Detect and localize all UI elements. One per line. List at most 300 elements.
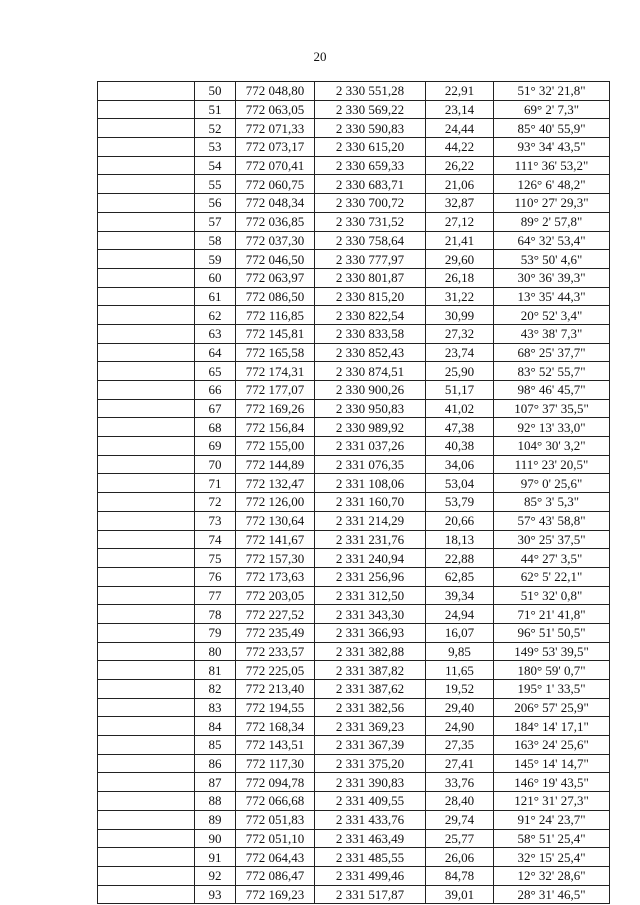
point-number-cell: 51 (195, 100, 236, 119)
table-row (98, 231, 610, 250)
table-row (98, 212, 610, 231)
direction-angle-cell: 97° 0' 25,6" (494, 474, 610, 493)
table-row (98, 82, 610, 101)
point-number-cell: 59 (195, 250, 236, 269)
table-row (98, 773, 610, 792)
direction-angle-cell: 85° 3' 5,3" (494, 493, 610, 512)
segment-length-cell: 16,07 (426, 623, 494, 642)
x-coordinate-cell: 772 086,47 (236, 866, 315, 885)
table-row (98, 268, 610, 287)
x-coordinate-cell: 772 117,30 (236, 754, 315, 773)
point-number-cell: 91 (195, 848, 236, 867)
point-number-cell: 79 (195, 623, 236, 642)
direction-angle-cell: 51° 32' 0,8" (494, 586, 610, 605)
point-number-cell: 67 (195, 399, 236, 418)
direction-angle-cell: 13° 35' 44,3" (494, 287, 610, 306)
blank-cell (98, 866, 195, 885)
blank-cell (98, 736, 195, 755)
y-coordinate-cell: 2 330 659,33 (315, 156, 426, 175)
blank-cell (98, 530, 195, 549)
point-number-cell: 62 (195, 306, 236, 325)
y-coordinate-cell: 2 331 387,62 (315, 680, 426, 699)
table-row (98, 455, 610, 474)
x-coordinate-cell: 772 145,81 (236, 324, 315, 343)
blank-cell (98, 156, 195, 175)
point-number-cell: 88 (195, 792, 236, 811)
direction-angle-cell: 92° 13' 33,0" (494, 418, 610, 437)
direction-angle-cell: 145° 14' 14,7" (494, 754, 610, 773)
blank-cell (98, 586, 195, 605)
x-coordinate-cell: 772 144,89 (236, 455, 315, 474)
table-row (98, 250, 610, 269)
point-number-cell: 71 (195, 474, 236, 493)
direction-angle-cell: 85° 40' 55,9" (494, 119, 610, 138)
segment-length-cell: 24,90 (426, 717, 494, 736)
direction-angle-cell: 69° 2' 7,3" (494, 100, 610, 119)
table-row (98, 474, 610, 493)
segment-length-cell: 18,13 (426, 530, 494, 549)
point-number-cell: 82 (195, 680, 236, 699)
y-coordinate-cell: 2 331 382,88 (315, 642, 426, 661)
direction-angle-cell: 68° 25' 37,7" (494, 343, 610, 362)
blank-cell (98, 455, 195, 474)
point-number-cell: 84 (195, 717, 236, 736)
x-coordinate-cell: 772 130,64 (236, 511, 315, 530)
x-coordinate-cell: 772 073,17 (236, 138, 315, 157)
point-number-cell: 55 (195, 175, 236, 194)
y-coordinate-cell: 2 331 409,55 (315, 792, 426, 811)
y-coordinate-cell: 2 331 367,39 (315, 736, 426, 755)
blank-cell (98, 138, 195, 157)
x-coordinate-cell: 772 169,23 (236, 885, 315, 904)
table-row (98, 680, 610, 699)
point-number-cell: 50 (195, 82, 236, 101)
segment-length-cell: 11,65 (426, 661, 494, 680)
table-row (98, 287, 610, 306)
x-coordinate-cell: 772 046,50 (236, 250, 315, 269)
x-coordinate-cell: 772 037,30 (236, 231, 315, 250)
segment-length-cell: 27,12 (426, 212, 494, 231)
table-row (98, 381, 610, 400)
y-coordinate-cell: 2 330 700,72 (315, 194, 426, 213)
blank-cell (98, 82, 195, 101)
y-coordinate-cell: 2 330 615,20 (315, 138, 426, 157)
direction-angle-cell: 51° 32' 21,8" (494, 82, 610, 101)
blank-cell (98, 661, 195, 680)
direction-angle-cell: 111° 23' 20,5" (494, 455, 610, 474)
x-coordinate-cell: 772 063,05 (236, 100, 315, 119)
segment-length-cell: 62,85 (426, 567, 494, 586)
point-number-cell: 58 (195, 231, 236, 250)
x-coordinate-cell: 772 116,85 (236, 306, 315, 325)
y-coordinate-cell: 2 331 343,30 (315, 605, 426, 624)
point-number-cell: 81 (195, 661, 236, 680)
blank-cell (98, 511, 195, 530)
table-row (98, 511, 610, 530)
table-row (98, 418, 610, 437)
x-coordinate-cell: 772 227,52 (236, 605, 315, 624)
direction-angle-cell: 195° 1' 33,5" (494, 680, 610, 699)
point-number-cell: 53 (195, 138, 236, 157)
x-coordinate-cell: 772 048,34 (236, 194, 315, 213)
table-row (98, 810, 610, 829)
segment-length-cell: 25,90 (426, 362, 494, 381)
blank-cell (98, 287, 195, 306)
direction-angle-cell: 62° 5' 22,1" (494, 567, 610, 586)
segment-length-cell: 84,78 (426, 866, 494, 885)
direction-angle-cell: 149° 53' 39,5" (494, 642, 610, 661)
y-coordinate-cell: 2 330 801,87 (315, 268, 426, 287)
segment-length-cell: 25,77 (426, 829, 494, 848)
y-coordinate-cell: 2 331 375,20 (315, 754, 426, 773)
blank-cell (98, 829, 195, 848)
table-row (98, 343, 610, 362)
blank-cell (98, 605, 195, 624)
segment-length-cell: 40,38 (426, 437, 494, 456)
blank-cell (98, 680, 195, 699)
blank-cell (98, 773, 195, 792)
y-coordinate-cell: 2 330 900,26 (315, 381, 426, 400)
table-row (98, 829, 610, 848)
x-coordinate-cell: 772 051,83 (236, 810, 315, 829)
direction-angle-cell: 12° 32' 28,6" (494, 866, 610, 885)
y-coordinate-cell: 2 330 731,52 (315, 212, 426, 231)
point-number-cell: 63 (195, 324, 236, 343)
point-number-cell: 69 (195, 437, 236, 456)
point-number-cell: 57 (195, 212, 236, 231)
y-coordinate-cell: 2 330 989,92 (315, 418, 426, 437)
direction-angle-cell: 91° 24' 23,7" (494, 810, 610, 829)
direction-angle-cell: 180° 59' 0,7" (494, 661, 610, 680)
segment-length-cell: 21,06 (426, 175, 494, 194)
y-coordinate-cell: 2 331 366,93 (315, 623, 426, 642)
x-coordinate-cell: 772 173,63 (236, 567, 315, 586)
y-coordinate-cell: 2 331 214,29 (315, 511, 426, 530)
y-coordinate-cell: 2 331 463,49 (315, 829, 426, 848)
x-coordinate-cell: 772 060,75 (236, 175, 315, 194)
segment-length-cell: 33,76 (426, 773, 494, 792)
direction-angle-cell: 121° 31' 27,3" (494, 792, 610, 811)
x-coordinate-cell: 772 070,41 (236, 156, 315, 175)
table-row (98, 717, 610, 736)
y-coordinate-cell: 2 330 822,54 (315, 306, 426, 325)
blank-cell (98, 250, 195, 269)
table-row (98, 623, 610, 642)
x-coordinate-cell: 772 066,68 (236, 792, 315, 811)
segment-length-cell: 27,41 (426, 754, 494, 773)
point-number-cell: 87 (195, 773, 236, 792)
segment-length-cell: 32,87 (426, 194, 494, 213)
direction-angle-cell: 44° 27' 3,5" (494, 549, 610, 568)
x-coordinate-cell: 772 174,31 (236, 362, 315, 381)
coordinates-table (97, 81, 610, 904)
y-coordinate-cell: 2 330 833,58 (315, 324, 426, 343)
x-coordinate-cell: 772 156,84 (236, 418, 315, 437)
x-coordinate-cell: 772 155,00 (236, 437, 315, 456)
point-number-cell: 92 (195, 866, 236, 885)
table-row (98, 586, 610, 605)
blank-cell (98, 754, 195, 773)
y-coordinate-cell: 2 331 312,50 (315, 586, 426, 605)
segment-length-cell: 22,88 (426, 549, 494, 568)
segment-length-cell: 19,52 (426, 680, 494, 699)
segment-length-cell: 24,44 (426, 119, 494, 138)
point-number-cell: 73 (195, 511, 236, 530)
segment-length-cell: 31,22 (426, 287, 494, 306)
direction-angle-cell: 184° 14' 17,1" (494, 717, 610, 736)
direction-angle-cell: 111° 36' 53,2" (494, 156, 610, 175)
point-number-cell: 64 (195, 343, 236, 362)
direction-angle-cell: 110° 27' 29,3" (494, 194, 610, 213)
point-number-cell: 90 (195, 829, 236, 848)
x-coordinate-cell: 772 036,85 (236, 212, 315, 231)
point-number-cell: 74 (195, 530, 236, 549)
y-coordinate-cell: 2 331 387,82 (315, 661, 426, 680)
direction-angle-cell: 30° 25' 37,5" (494, 530, 610, 549)
direction-angle-cell: 30° 36' 39,3" (494, 268, 610, 287)
x-coordinate-cell: 772 233,57 (236, 642, 315, 661)
blank-cell (98, 792, 195, 811)
point-number-cell: 70 (195, 455, 236, 474)
y-coordinate-cell: 2 331 382,56 (315, 698, 426, 717)
x-coordinate-cell: 772 132,47 (236, 474, 315, 493)
blank-cell (98, 194, 195, 213)
direction-angle-cell: 53° 50' 4,6" (494, 250, 610, 269)
y-coordinate-cell: 2 331 160,70 (315, 493, 426, 512)
blank-cell (98, 306, 195, 325)
x-coordinate-cell: 772 165,58 (236, 343, 315, 362)
x-coordinate-cell: 772 157,30 (236, 549, 315, 568)
blank-cell (98, 885, 195, 904)
y-coordinate-cell: 2 331 499,46 (315, 866, 426, 885)
x-coordinate-cell: 772 169,26 (236, 399, 315, 418)
blank-cell (98, 362, 195, 381)
segment-length-cell: 34,06 (426, 455, 494, 474)
y-coordinate-cell: 2 330 551,28 (315, 82, 426, 101)
point-number-cell: 72 (195, 493, 236, 512)
y-coordinate-cell: 2 331 517,87 (315, 885, 426, 904)
point-number-cell: 60 (195, 268, 236, 287)
table-row (98, 567, 610, 586)
y-coordinate-cell: 2 330 758,64 (315, 231, 426, 250)
blank-cell (98, 493, 195, 512)
segment-length-cell: 26,18 (426, 268, 494, 287)
segment-length-cell: 23,14 (426, 100, 494, 119)
segment-length-cell: 20,66 (426, 511, 494, 530)
segment-length-cell: 39,01 (426, 885, 494, 904)
blank-cell (98, 175, 195, 194)
point-number-cell: 93 (195, 885, 236, 904)
direction-angle-cell: 93° 34' 43,5" (494, 138, 610, 157)
y-coordinate-cell: 2 330 852,43 (315, 343, 426, 362)
table-row (98, 848, 610, 867)
y-coordinate-cell: 2 331 231,76 (315, 530, 426, 549)
direction-angle-cell: 58° 51' 25,4" (494, 829, 610, 848)
table-row (98, 138, 610, 157)
point-number-cell: 85 (195, 736, 236, 755)
blank-cell (98, 642, 195, 661)
direction-angle-cell: 83° 52' 55,7" (494, 362, 610, 381)
point-number-cell: 76 (195, 567, 236, 586)
segment-length-cell: 26,22 (426, 156, 494, 175)
segment-length-cell: 39,34 (426, 586, 494, 605)
point-number-cell: 89 (195, 810, 236, 829)
point-number-cell: 80 (195, 642, 236, 661)
x-coordinate-cell: 772 168,34 (236, 717, 315, 736)
segment-length-cell: 53,79 (426, 493, 494, 512)
direction-angle-cell: 206° 57' 25,9" (494, 698, 610, 717)
blank-cell (98, 698, 195, 717)
point-number-cell: 56 (195, 194, 236, 213)
y-coordinate-cell: 2 331 369,23 (315, 717, 426, 736)
point-number-cell: 68 (195, 418, 236, 437)
segment-length-cell: 26,06 (426, 848, 494, 867)
point-number-cell: 83 (195, 698, 236, 717)
direction-angle-cell: 64° 32' 53,4" (494, 231, 610, 250)
direction-angle-cell: 107° 37' 35,5" (494, 399, 610, 418)
direction-angle-cell: 163° 24' 25,6" (494, 736, 610, 755)
segment-length-cell: 27,35 (426, 736, 494, 755)
y-coordinate-cell: 2 331 256,96 (315, 567, 426, 586)
blank-cell (98, 381, 195, 400)
segment-length-cell: 9,85 (426, 642, 494, 661)
direction-angle-cell: 71° 21' 41,8" (494, 605, 610, 624)
table-row (98, 885, 610, 904)
x-coordinate-cell: 772 213,40 (236, 680, 315, 699)
direction-angle-cell: 32° 15' 25,4" (494, 848, 610, 867)
y-coordinate-cell: 2 331 108,06 (315, 474, 426, 493)
segment-length-cell: 53,04 (426, 474, 494, 493)
segment-length-cell: 44,22 (426, 138, 494, 157)
x-coordinate-cell: 772 048,80 (236, 82, 315, 101)
blank-cell (98, 100, 195, 119)
table-row (98, 493, 610, 512)
blank-cell (98, 810, 195, 829)
segment-length-cell: 28,40 (426, 792, 494, 811)
y-coordinate-cell: 2 331 485,55 (315, 848, 426, 867)
y-coordinate-cell: 2 331 433,76 (315, 810, 426, 829)
table-row (98, 792, 610, 811)
segment-length-cell: 51,17 (426, 381, 494, 400)
point-number-cell: 65 (195, 362, 236, 381)
point-number-cell: 75 (195, 549, 236, 568)
direction-angle-cell: 43° 38' 7,3" (494, 324, 610, 343)
blank-cell (98, 848, 195, 867)
table-row (98, 661, 610, 680)
table-row (98, 119, 610, 138)
segment-length-cell: 22,91 (426, 82, 494, 101)
x-coordinate-cell: 772 063,97 (236, 268, 315, 287)
direction-angle-cell: 57° 43' 58,8" (494, 511, 610, 530)
table-row (98, 698, 610, 717)
table-row (98, 530, 610, 549)
table-row (98, 362, 610, 381)
blank-cell (98, 549, 195, 568)
blank-cell (98, 567, 195, 586)
y-coordinate-cell: 2 331 037,26 (315, 437, 426, 456)
point-number-cell: 77 (195, 586, 236, 605)
segment-length-cell: 29,74 (426, 810, 494, 829)
table-row (98, 100, 610, 119)
blank-cell (98, 717, 195, 736)
x-coordinate-cell: 772 225,05 (236, 661, 315, 680)
table-row (98, 156, 610, 175)
point-number-cell: 66 (195, 381, 236, 400)
blank-cell (98, 268, 195, 287)
x-coordinate-cell: 772 094,78 (236, 773, 315, 792)
blank-cell (98, 399, 195, 418)
x-coordinate-cell: 772 064,43 (236, 848, 315, 867)
point-number-cell: 52 (195, 119, 236, 138)
y-coordinate-cell: 2 331 240,94 (315, 549, 426, 568)
direction-angle-cell: 96° 51' 50,5" (494, 623, 610, 642)
x-coordinate-cell: 772 126,00 (236, 493, 315, 512)
blank-cell (98, 474, 195, 493)
direction-angle-cell: 146° 19' 43,5" (494, 773, 610, 792)
x-coordinate-cell: 772 086,50 (236, 287, 315, 306)
direction-angle-cell: 126° 6' 48,2" (494, 175, 610, 194)
point-number-cell: 54 (195, 156, 236, 175)
segment-length-cell: 41,02 (426, 399, 494, 418)
blank-cell (98, 343, 195, 362)
segment-length-cell: 30,99 (426, 306, 494, 325)
table-row (98, 194, 610, 213)
y-coordinate-cell: 2 330 815,20 (315, 287, 426, 306)
direction-angle-cell: 28° 31' 46,5" (494, 885, 610, 904)
blank-cell (98, 418, 195, 437)
x-coordinate-cell: 772 071,33 (236, 119, 315, 138)
x-coordinate-cell: 772 143,51 (236, 736, 315, 755)
x-coordinate-cell: 772 051,10 (236, 829, 315, 848)
table-row (98, 175, 610, 194)
point-number-cell: 78 (195, 605, 236, 624)
direction-angle-cell: 20° 52' 3,4" (494, 306, 610, 325)
table-row (98, 399, 610, 418)
coordinates-table-body (98, 82, 610, 904)
direction-angle-cell: 89° 2' 57,8" (494, 212, 610, 231)
table-row (98, 754, 610, 773)
direction-angle-cell: 98° 46' 45,7" (494, 381, 610, 400)
segment-length-cell: 21,41 (426, 231, 494, 250)
y-coordinate-cell: 2 330 950,83 (315, 399, 426, 418)
x-coordinate-cell: 772 141,67 (236, 530, 315, 549)
y-coordinate-cell: 2 330 777,97 (315, 250, 426, 269)
y-coordinate-cell: 2 330 874,51 (315, 362, 426, 381)
segment-length-cell: 29,60 (426, 250, 494, 269)
segment-length-cell: 23,74 (426, 343, 494, 362)
blank-cell (98, 119, 195, 138)
segment-length-cell: 29,40 (426, 698, 494, 717)
x-coordinate-cell: 772 235,49 (236, 623, 315, 642)
segment-length-cell: 27,32 (426, 324, 494, 343)
page-number: 20 (313, 49, 327, 64)
y-coordinate-cell: 2 331 076,35 (315, 455, 426, 474)
point-number-cell: 61 (195, 287, 236, 306)
y-coordinate-cell: 2 331 390,83 (315, 773, 426, 792)
y-coordinate-cell: 2 330 683,71 (315, 175, 426, 194)
table-row (98, 866, 610, 885)
y-coordinate-cell: 2 330 590,83 (315, 119, 426, 138)
blank-cell (98, 623, 195, 642)
x-coordinate-cell: 772 177,07 (236, 381, 315, 400)
table-row (98, 605, 610, 624)
table-row (98, 324, 610, 343)
direction-angle-cell: 104° 30' 3,2" (494, 437, 610, 456)
table-row (98, 437, 610, 456)
blank-cell (98, 231, 195, 250)
table-row (98, 736, 610, 755)
point-number-cell: 86 (195, 754, 236, 773)
